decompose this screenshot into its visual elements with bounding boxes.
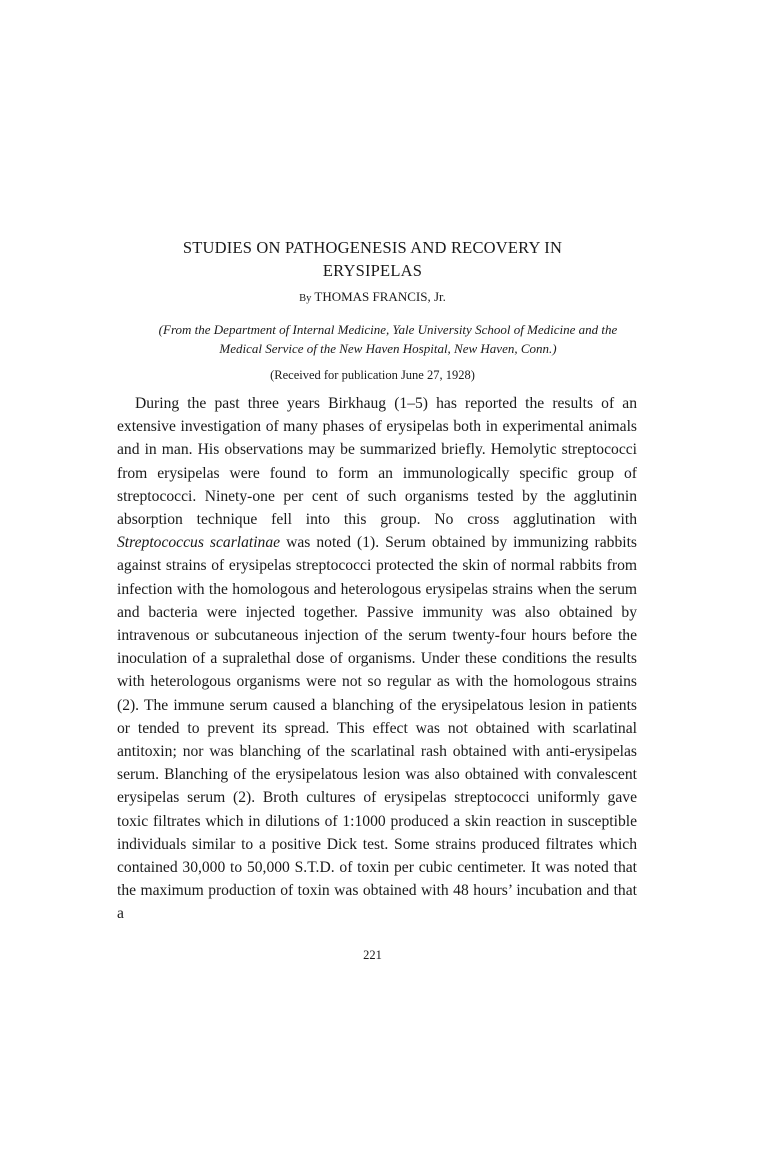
received-date: (Received for publication June 27, 1928) (270, 368, 475, 382)
author-line (100, 288, 645, 308)
article-title-line-2: ERYSIPELAS (322, 261, 423, 280)
species-name: Streptococcus scarlatinae (117, 534, 281, 552)
affiliation-line-1: (From the Department of Internal Medicine, Yale University School of Medicine and the (158, 322, 618, 337)
body-text-segment-1: During the past three years Birkhaug (1–5) has reported the results of an extensive investigation of many phases of erysipelas both in experimental animals and in man. His observations may be summarized briefly. Hemolytic streptococci from erysipelas were found to form an immunologically specific group of streptococci. Ninety-one per cent of such organisms tested by the agglutinin absorption technique fell into this group. No cross agglutination with (117, 395, 637, 529)
page-number: 221 (363, 948, 382, 962)
affiliation-line-2: Medical Service of the New Haven Hospital, New Haven, Conn.) (219, 341, 557, 356)
author-by: By (299, 293, 312, 304)
article-title (100, 236, 645, 282)
body-text-segment-2: was noted (1). Serum obtained by immunizing rabbits against strains of erysipelas streptococci protected the skin of normal rabbits from infection with the homologous and heterologous erysipelas strains when the serum and bacteria were injected together. Passive immunity was also obtained by intravenous or subcutaneous injection of the serum twenty-four hours before the inoculation of a supralethal dose of organisms. Under these conditions the results with heterologous organisms were not so regular as with the homologous strains (2). The immune serum caused a blanching of the erysipelatous lesion in patients or tended to prevent its spread. This effect was not obtained with scarlatinal antitoxin; nor was blanching of the scarlatinal rash obtained with anti-erysipelas serum. Blanching of the erysipelatous lesion was also obtained with convalescent erysipelas serum (2). Broth cultures of erysipelas streptococci uniformly gave toxic filtrates which in dilutions of 1:1000 produced a skin reaction in susceptible individuals similar to a positive Dick test. Some strains produced filtrates which contained 30,000 to 50,000 S.T.D. of toxin per cubic centimeter. It was noted that the maximum production of toxin was obtained with 48 hours’ incubation and that a (117, 534, 637, 923)
author-name: THOMAS FRANCIS, Jr. (314, 289, 446, 304)
article-title-line-1: STUDIES ON PATHOGENESIS AND RECOVERY IN (182, 238, 563, 257)
body-paragraph (117, 392, 637, 926)
affiliation (153, 320, 623, 358)
